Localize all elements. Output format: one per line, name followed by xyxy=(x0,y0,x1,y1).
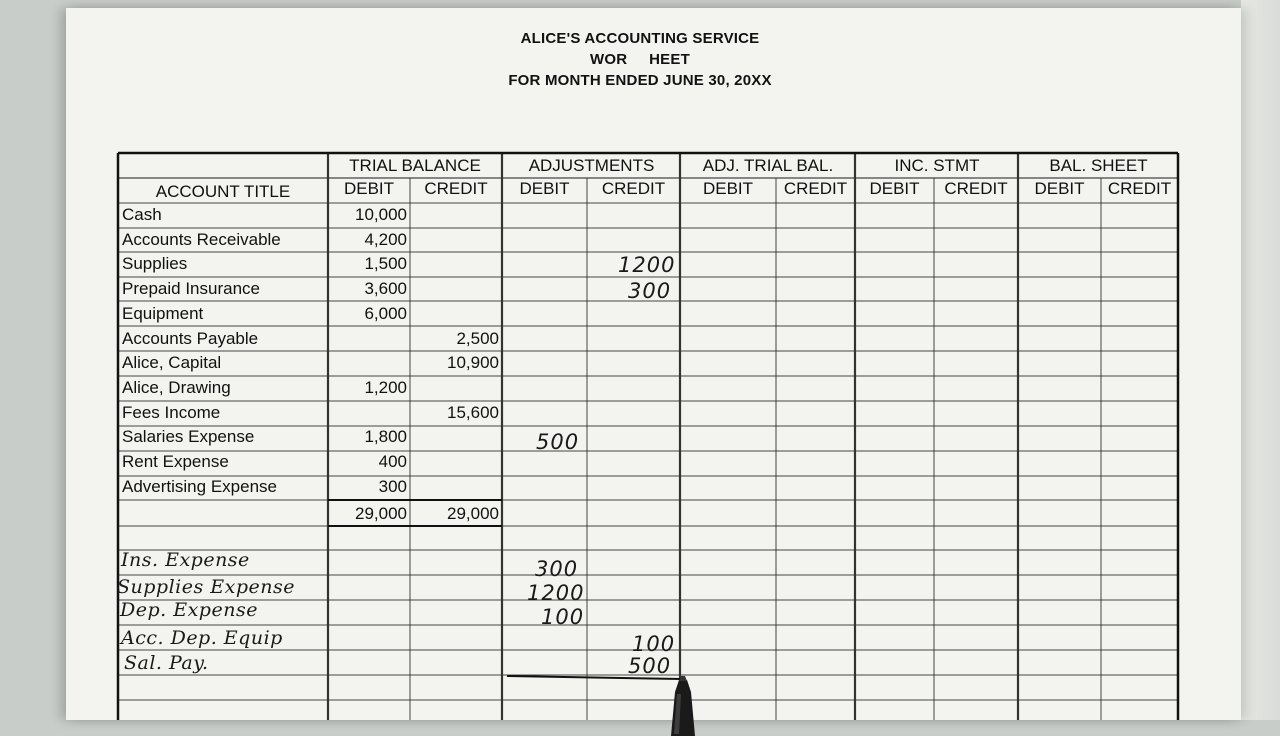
account-name: Rent Expense xyxy=(122,452,229,471)
group-bal-sheet: BAL. SHEET xyxy=(1049,156,1148,175)
account-name: Supplies xyxy=(122,254,188,274)
account-name: Alice, Capital xyxy=(122,353,222,373)
credit-header: CREDIT xyxy=(783,179,848,198)
adj-debit-ins: 300 xyxy=(535,557,579,581)
total-tb-debit: 29,000 xyxy=(355,504,407,523)
worksheet-title: WOR HEET xyxy=(590,51,690,68)
debit-header: DEBIT xyxy=(702,179,754,198)
credit-header: CREDIT xyxy=(1107,179,1172,198)
tb-debit-value: 4,200 xyxy=(364,229,407,249)
company-name: ALICE'S ACCOUNTING SERVICE xyxy=(520,30,760,47)
tb-debit-value: 1,800 xyxy=(364,427,407,447)
credit-header: CREDIT xyxy=(424,179,488,198)
period-line: FOR MONTH ENDED JUNE 30, 20XX xyxy=(508,72,772,89)
account-name: Accounts Payable xyxy=(122,328,259,348)
adj-credit-prepaid: 300 xyxy=(628,279,672,303)
tb-credit-value: 15,600 xyxy=(447,402,499,422)
debit-header: DEBIT xyxy=(519,179,570,198)
group-trial-balance: TRIAL BALANCE xyxy=(349,156,481,175)
account-name: Cash xyxy=(122,205,162,224)
account-name: Fees Income xyxy=(122,402,221,422)
tb-debit-value: 10,000 xyxy=(355,205,407,224)
tb-debit-value: 1,200 xyxy=(364,377,407,397)
tb-debit-value: 1,500 xyxy=(364,254,407,274)
group-adj-trial-bal: ADJ. TRIAL BAL. xyxy=(702,156,834,175)
tb-debit-value: 300 xyxy=(378,476,407,496)
debit-header: DEBIT xyxy=(869,179,920,198)
tb-credit-value: 10,900 xyxy=(447,353,499,373)
hw-account-dep-expense: Dep. Expense xyxy=(120,599,258,621)
account-name: Salaries Expense xyxy=(122,427,255,447)
hw-account-acc-dep-equip: Acc. Dep. Equip xyxy=(121,627,283,649)
account-name: Alice, Drawing xyxy=(122,377,231,397)
tb-debit-value: 6,000 xyxy=(364,303,407,323)
account-name: Accounts Receivable xyxy=(122,229,281,249)
hw-account-ins-expense: Ins. Expense xyxy=(121,549,250,571)
adj-credit-acc-dep: 100 xyxy=(632,632,676,656)
account-title-header: ACCOUNT TITLE xyxy=(155,182,291,201)
tb-credit-value: 2,500 xyxy=(456,328,499,348)
account-name: Advertising Expense xyxy=(122,476,277,496)
hw-account-supplies-expense: Supplies Expense xyxy=(117,576,295,598)
group-inc-stmt: INC. STMT xyxy=(894,156,980,175)
tb-debit-value: 3,600 xyxy=(364,279,407,299)
adj-debit-supplies-exp: 1200 xyxy=(527,581,585,605)
credit-header: CREDIT xyxy=(601,179,666,198)
adj-credit-supplies: 1200 xyxy=(618,253,676,277)
debit-header: DEBIT xyxy=(1034,179,1085,198)
debit-header: DEBIT xyxy=(343,179,395,198)
adj-credit-sal-pay: 500 xyxy=(628,654,672,678)
account-name: Equipment xyxy=(122,303,204,323)
tb-debit-value: 400 xyxy=(378,452,407,471)
total-tb-credit: 29,000 xyxy=(447,504,499,523)
group-adjustments: ADJUSTMENTS xyxy=(528,156,655,175)
marker-pen-icon xyxy=(665,676,701,736)
adj-debit-dep-exp: 100 xyxy=(541,605,585,629)
hw-account-sal-pay: Sal. Pay. xyxy=(124,652,209,674)
adj-debit-salaries: 500 xyxy=(536,430,580,454)
account-name: Prepaid Insurance xyxy=(122,279,260,299)
credit-header: CREDIT xyxy=(944,179,1008,198)
